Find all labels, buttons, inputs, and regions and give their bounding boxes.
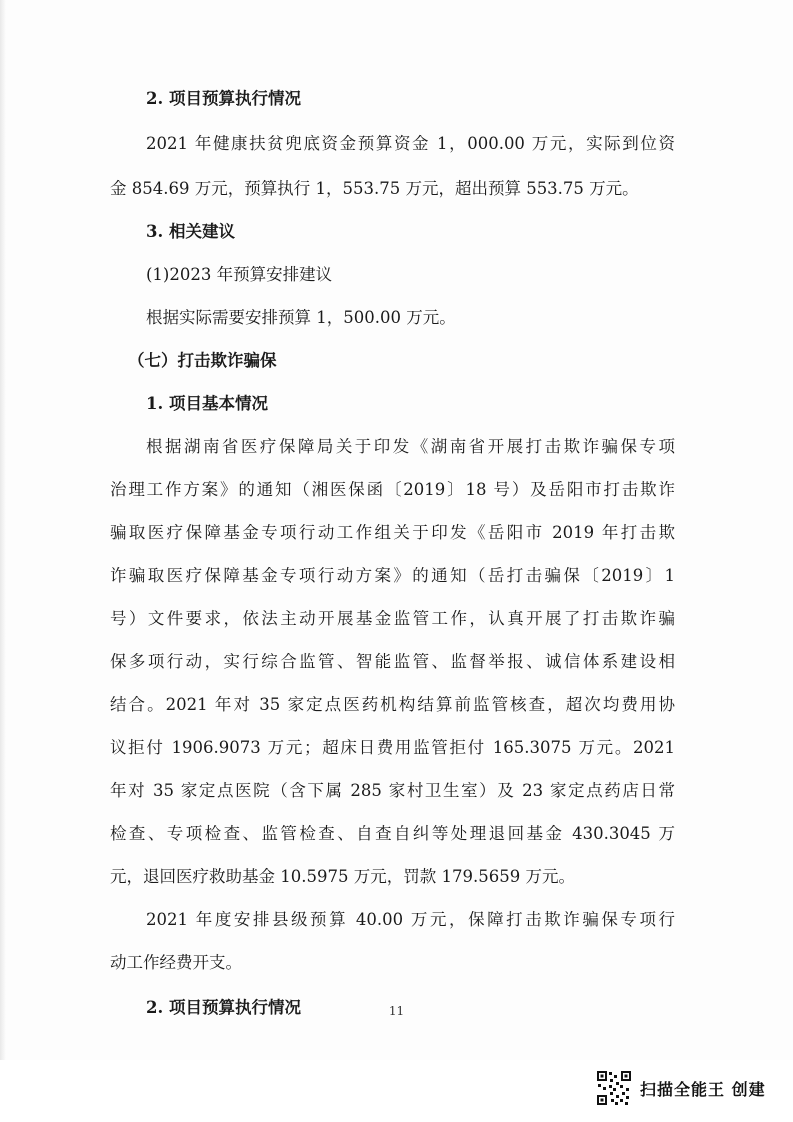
paragraph-text: 保多项行动，实行综合监管、智能监管、监督举报、诚信体系建设相 [110, 652, 675, 671]
page-number: 11 [388, 1004, 405, 1018]
paragraph-line [110, 737, 675, 759]
paragraph-line [146, 133, 675, 155]
paragraph-text: 号）文件要求，依法主动开展基金监管工作，认真开展了打击欺诈骗 [110, 609, 675, 628]
paragraph-text: 诈骗取医疗保障基金专项行动方案》的通知（岳打击骗保〔2019〕1 [110, 566, 675, 585]
paragraph-line [110, 694, 675, 716]
paragraph-text: 结合。2021 年对 35 家定点医药机构结算前监管核查，超次均费用协 [110, 695, 675, 714]
paragraph-line [146, 909, 675, 931]
scan-edge-shadow [0, 0, 6, 1060]
paragraph-line: (1)2023 年预算安排建议 [146, 265, 333, 284]
paragraph-line [110, 823, 675, 845]
scanner-watermark [596, 1068, 766, 1108]
paragraph-text: 议拒付 1906.9073 万元；超床日费用监管拒付 165.3075 万元。2021 [110, 738, 675, 757]
section-heading-suggestions: 3. 相关建议 [146, 222, 235, 241]
paragraph-text: 治理工作方案》的通知（湘医保函〔2019〕18 号）及岳阳市打击欺诈 [110, 480, 675, 499]
section-heading-budget-execution: 2. 项目预算执行情况 [146, 89, 301, 108]
section-heading-basic-info: 1. 项目基本情况 [146, 394, 268, 413]
paragraph-line: 动工作经费开支。 [110, 953, 242, 972]
paragraph-line [110, 565, 675, 587]
section-heading-anti-fraud: （七）打击欺诈骗保 [128, 351, 277, 370]
paragraph-text: 2021 年度安排县级预算 40.00 万元，保障打击欺诈骗保专项行 [146, 910, 675, 929]
paragraph-text: 检查、专项检查、监管检查、自查自纠等处理退回基金 430.3045 万 [110, 824, 675, 843]
paragraph-line: 金 854.69 万元，预算执行 1，553.75 万元，超出预算 553.75 万元。 [110, 179, 639, 198]
paragraph-line [110, 780, 675, 802]
paragraph-line [110, 522, 675, 544]
paragraph-text: 2021 年健康扶贫兜底资金预算资金 1，000.00 万元，实际到位资 [146, 134, 675, 153]
paragraph-text: 骗取医疗保障基金专项行动工作组关于印发《岳阳市 2019 年打击欺 [110, 523, 675, 542]
paragraph-line [146, 436, 675, 458]
paragraph-line: 根据实际需要安排预算 1，500.00 万元。 [146, 308, 456, 327]
watermark-text: 扫描全能王 创建 [640, 1079, 766, 1099]
section-heading-budget-execution-2: 2. 项目预算执行情况 [146, 998, 301, 1017]
paragraph-line [110, 651, 675, 673]
paragraph-text: 根据湖南省医疗保障局关于印发《湖南省开展打击欺诈骗保专项 [146, 437, 675, 456]
paragraph-line [110, 479, 675, 501]
paragraph-text: 年对 35 家定点医院（含下属 285 家村卫生室）及 23 家定点药店日常 [110, 781, 675, 800]
paragraph-line: 元，退回医疗救助基金 10.5975 万元，罚款 179.5659 万元。 [110, 867, 575, 886]
qr-code-icon [596, 1070, 632, 1106]
paragraph-line [110, 608, 675, 630]
